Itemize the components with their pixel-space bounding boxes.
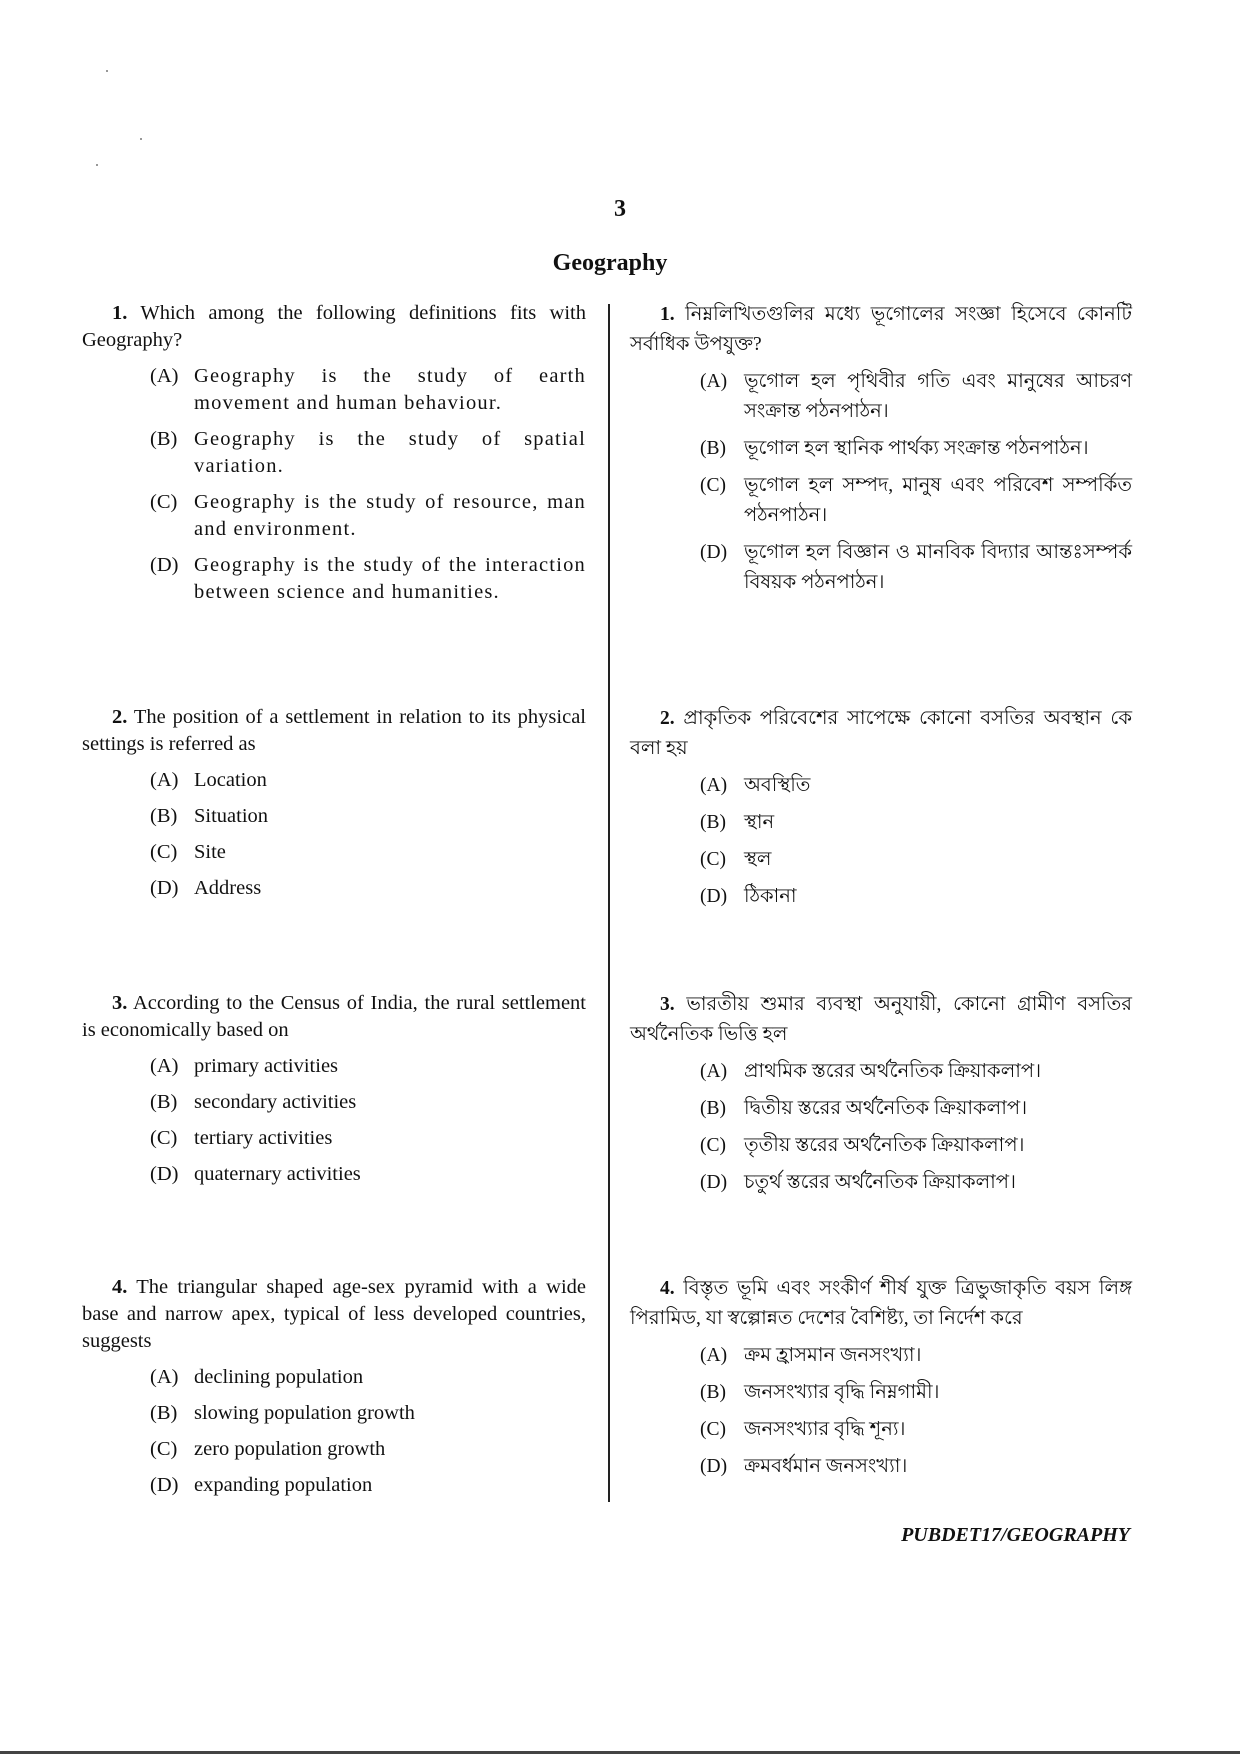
question-4-en [82,1274,586,1499]
question-stem: নিম্নলিখিতগুলির মধ্যে ভূগোলের সংজ্ঞা হিসেবে কোনটি সর্বাধিক উপযুক্ত? [630,304,1133,355]
option-text: ক্রম হ্রাসমান জনসংখ্যা। [744,1345,922,1366]
option-label: (D) [150,554,179,576]
option-label: (A) [150,769,179,791]
option-text: zero population growth [194,1438,386,1460]
question-text [630,300,1132,360]
option-c [700,1131,1132,1161]
question-3-en [82,990,586,1188]
scan-speck [140,138,142,140]
option-c [700,845,1132,875]
option-a [700,1057,1132,1087]
option-text: primary activities [194,1055,339,1077]
option-a [150,1364,586,1391]
option-text: ভূগোল হল সম্পদ, মানুষ এবং পরিবেশ সম্পর্কিত পঠনপাঠন। [744,475,1132,526]
option-text: expanding population [194,1474,373,1496]
option-text: স্থান [744,812,775,833]
option-b [700,434,1132,464]
question-text [82,1274,586,1355]
option-label: (C) [700,1419,726,1440]
question-stem: বিস্তৃত ভূমি এবং সংকীর্ণ শীর্ষ যুক্ত ত্রিভুজাকৃতি বয়স লিঙ্গ পিরামিড, যা স্বল্পোন্নত দেশের বৈশিষ্ট্য, তা নির্দেশ করে [630,1278,1133,1329]
option-c [700,1415,1132,1445]
option-text: secondary activities [194,1091,357,1113]
option-text: ভূগোল হল পৃথিবীর গতি এবং মানুষের আচরণ সংক্রান্ত পঠনপাঠন। [744,371,1132,422]
question-number: 3. [660,994,675,1015]
question-number: 4. [112,1276,128,1298]
question-text [630,1274,1132,1334]
option-list [700,367,1132,598]
option-label: (A) [150,1055,179,1077]
question-number: 1. [660,304,675,325]
option-label: (B) [700,438,726,459]
option-c [150,1125,586,1152]
question-1-en [82,300,586,606]
option-d [700,538,1132,598]
option-text: প্রাথমিক স্তরের অর্থনৈতিক ক্রিয়াকলাপ। [744,1061,1042,1082]
option-list [150,363,586,606]
option-text: Geography is the study of the interaction between science and humanities. [194,554,586,603]
question-2-bn [630,704,1132,912]
question-text [630,990,1132,1050]
option-text: Location [194,769,267,791]
page-title: Geography [552,250,668,276]
option-label: (A) [700,371,728,392]
scan-speck [96,164,98,166]
option-list [700,771,1132,912]
option-label: (B) [150,1402,178,1424]
question-text [82,300,586,354]
option-text: ভূগোল হল বিজ্ঞান ও মানবিক বিদ্যার আন্তঃসম্পর্ক বিষয়ক পঠনপাঠন। [744,542,1132,593]
option-text: স্থল [744,849,772,870]
option-label: (A) [150,1366,179,1388]
option-d [150,1472,586,1499]
option-text: Geography is the study of resource, man and environment. [194,491,586,540]
question-text [82,990,586,1044]
option-b [150,1089,586,1116]
option-a [700,1341,1132,1371]
option-label: (C) [700,849,726,870]
option-d [700,882,1132,912]
option-label: (D) [700,886,728,907]
option-label: (B) [150,1091,178,1113]
option-label: (A) [700,1345,728,1366]
option-d [150,552,586,606]
option-label: (B) [700,1098,726,1119]
option-text: Site [194,841,226,863]
option-label: (C) [150,1127,178,1149]
option-list [150,767,586,902]
option-a [700,367,1132,427]
option-list [700,1057,1132,1198]
option-b [150,803,586,830]
option-text: Geography is the study of earth movement and human behaviour. [194,365,586,414]
option-text: অবস্থিতি [744,775,811,796]
option-text: তৃতীয় স্তরের অর্থনৈতিক ক্রিয়াকলাপ। [744,1135,1025,1156]
question-text [630,704,1132,764]
option-a [150,363,586,417]
option-b [700,1094,1132,1124]
option-label: (B) [150,805,178,827]
question-number: 2. [112,706,128,728]
page-number: 3 [614,196,626,222]
option-text: quaternary activities [194,1163,361,1185]
option-text: Geography is the study of spatial variation. [194,428,586,477]
option-text: ঠিকানা [744,886,797,907]
option-b [150,1400,586,1427]
option-c [150,489,586,543]
option-text: Address [194,877,262,899]
option-label: (A) [150,365,179,387]
option-label: (A) [700,775,728,796]
question-stem: ভারতীয় শুমার ব্যবস্থা অনুযায়ী, কোনো গ্রামীণ বসতির অর্থনৈতিক ভিত্তি হল [630,994,1132,1045]
question-number: 3. [112,992,128,1014]
option-a [700,771,1132,801]
footer-code: PUBDET17/GEOGRAPHY [901,1524,1130,1546]
option-d [700,1168,1132,1198]
question-stem: According to the Census of India, the rural settlement is economically based on [82,992,587,1041]
option-b [150,426,586,480]
option-text: declining population [194,1366,364,1388]
option-list [150,1053,586,1188]
column-divider [608,304,610,1502]
question-stem: The triangular shaped age-sex pyramid with a wide base and narrow apex, typical of less developed countries, suggests [82,1276,586,1352]
option-text: চতুর্থ স্তরের অর্থনৈতিক ক্রিয়াকলাপ। [744,1172,1016,1193]
option-d [700,1452,1132,1482]
option-a [150,767,586,794]
option-c [700,471,1132,531]
option-label: (B) [700,812,726,833]
option-label: (C) [150,491,178,513]
question-number: 2. [660,708,675,729]
option-text: Situation [194,805,269,827]
option-list [700,1341,1132,1482]
option-text: tertiary activities [194,1127,333,1149]
question-2-en [82,704,586,902]
option-a [150,1053,586,1080]
option-text: ভূগোল হল স্থানিক পার্থক্য সংক্রান্ত পঠনপাঠন। [744,438,1089,459]
option-text: জনসংখ্যার বৃদ্ধি নিম্নগামী। [744,1382,940,1403]
option-label: (C) [700,475,726,496]
option-label: (A) [700,1061,728,1082]
option-label: (B) [150,428,178,450]
question-stem: The position of a settlement in relation to its physical settings is referred as [82,706,586,755]
question-3-bn [630,990,1132,1198]
option-label: (D) [150,1474,179,1496]
option-label: (D) [700,1456,728,1477]
option-c [150,1436,586,1463]
option-label: (D) [700,542,728,563]
option-text: ক্রমবর্ধমান জনসংখ্যা। [744,1456,908,1477]
question-stem: Which among the following definitions fits with Geography? [82,302,586,351]
option-label: (D) [700,1172,728,1193]
option-label: (C) [150,1438,178,1460]
option-label: (C) [150,841,178,863]
option-list [150,1364,586,1499]
option-text: জনসংখ্যার বৃদ্ধি শূন্য। [744,1419,906,1440]
question-number: 1. [112,302,128,324]
option-b [700,1378,1132,1408]
scan-speck [106,70,108,72]
question-1-bn [630,300,1132,598]
option-label: (C) [700,1135,726,1156]
option-c [150,839,586,866]
question-number: 4. [660,1278,675,1299]
option-label: (D) [150,877,179,899]
option-text: slowing population growth [194,1402,415,1424]
question-stem: প্রাকৃতিক পরিবেশের সাপেক্ষে কোনো বসতির অবস্থান কে বলা হয় [630,708,1132,759]
option-text: দ্বিতীয় স্তরের অর্থনৈতিক ক্রিয়াকলাপ। [744,1098,1028,1119]
option-label: (D) [150,1163,179,1185]
question-4-bn [630,1274,1132,1482]
option-d [150,875,586,902]
question-text [82,704,586,758]
option-label: (B) [700,1382,726,1403]
option-b [700,808,1132,838]
option-d [150,1161,586,1188]
